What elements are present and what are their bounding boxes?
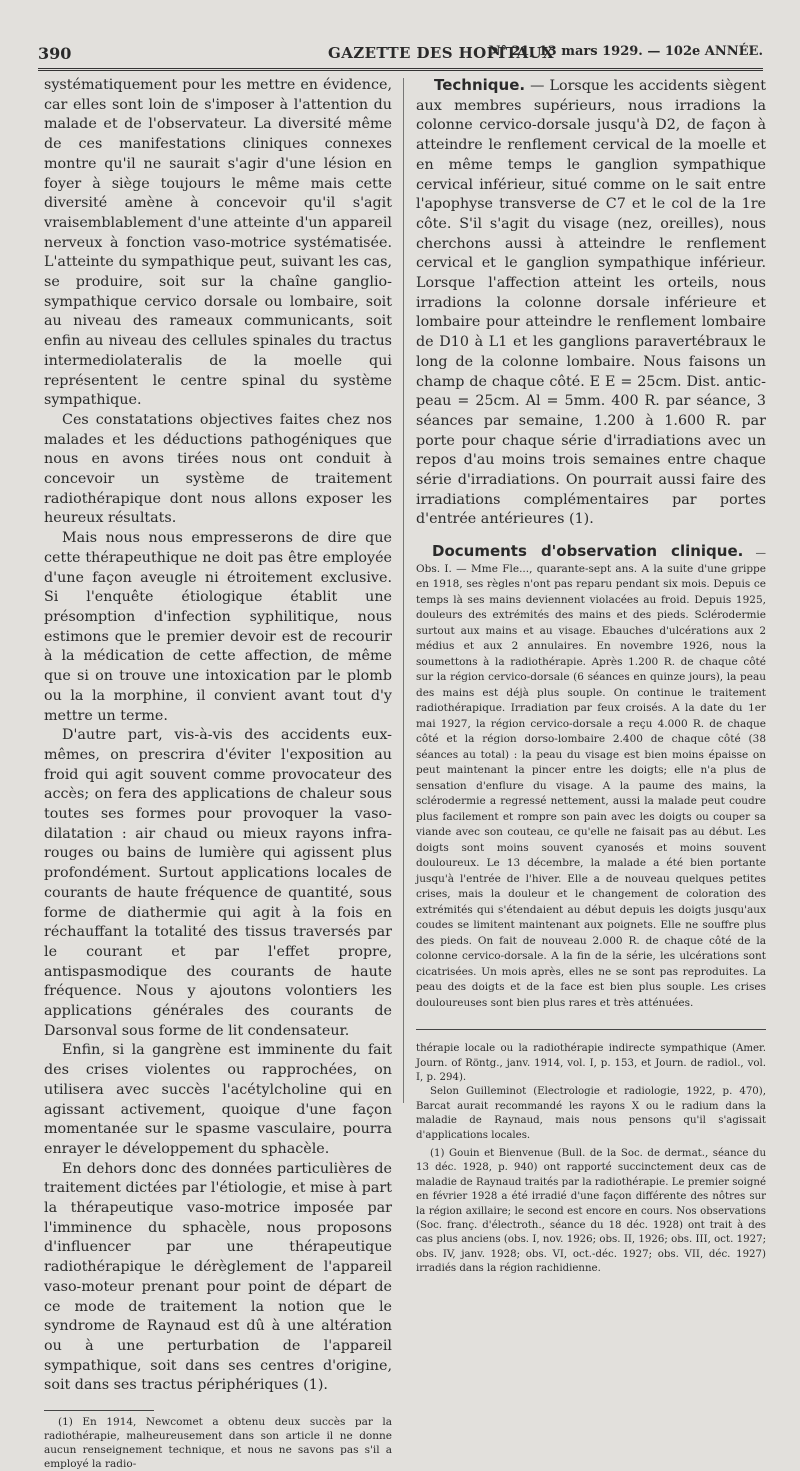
documents-text: — Obs. I. — Mme Fle..., quarante-sept ans. A la suite d'une grippe en 1918, ses règles n'ont pas reparu pendant six mois. Depuis ce temps là ses mains deviennent violacées au froid. Depuis 1925, douleurs des extrémités des mains et des pieds. Sclérodermie surtout aux mains et au visage. Ebauches d'ulcérations aux 2 médius et aux 2 annulaires. En novembre 1926, nous la soumettons à la radiothérapie. Après 1.200 R. de chaque côté sur la région cervico-dorsale (6 séances en quinze jours), la peau des mains est déjà plus souple. On continue le traitement radiothérapique. Irradiation par feux croisés. A la date du 1er mai 1927, la région cervico-dorsale a reçu 4.000 R. de chaque côté et la région dorso-lombaire 2.400 de chaque côté (38 séances au total) : la peau du visage est bien moins épaisse on peut maintenant la pincer entre les doigts; elle n'a plus de sensation d'enflure du visage. A la paume des mains, la sclérodermie a regressé nettement, aussi la malade peut coudre plus facilement et rompre son pain avec les doigts ou couper sa viande avec son couteau, ce qu'elle ne faisait pas au début. Les doigts sont moins souvent cyanosés et moins souvent douloureux. Le 13 décembre, la malade a été bien portante jusqu'à l'entrée de l'hiver. Elle a de nouveau quelques petites crises, mais la douleur et le changement de coloration des extrémités qui s'étendaient au début depuis les doigts jusqu'aux coudes se limitent maintenant aux poignets. Elle ne souffre plus des pieds. On fait de nouveau 2.000 R. de chaque côté de la colonne cervico-dorsale. A la fin de la série, les ulcérations sont cicatrisées. Un mois après, elles ne se sont pas reproduites. La peau des doigts et de la face est bien plus souple. Les crises douloureuses sont bien plus rares et très atténuées.	[416, 547, 766, 1009]
paragraph: D'autre part, vis-à-vis des accidents eux-mêmes, on prescrira d'éviter l'exposition au froid qui agit souvent comme provocateur des accès; on fera des applications de chaleur sous toutes ses formes pour provoquer la vaso-dilatation : air chaud ou mieux rayons infra-rouges ou bains de lumière qui agissent plus profondément. Surtout applications locales de courants de haute fréquence de quantité, sous forme de diathermie qui agit à la fois en réchauffant la totalité des tissus traversés par le courant et par l'effet propre, antispasmodique des courants de haute fréquence. Nous y ajoutons volontiers les applications générales des courants de Darsonval sous forme de lit condensateur.	[44, 727, 392, 1039]
footnote-rule	[416, 1029, 766, 1030]
right-column	[416, 76, 766, 1277]
paragraph: Ces constatations objectives faites chez nos malades et les déductions pathogéniques que nous en avons tirées nous ont conduit à concevoir un système de traitement radiothérapique dont nous allons exposer les heureux résultats.	[44, 411, 392, 527]
page-number: 390	[38, 44, 72, 63]
header-rule	[38, 68, 763, 71]
footnote-1: (1) Gouin et Bienvenue (Bull. de la Soc. de dermat., séance du 13 déc. 1928, p. 940) ont rapporté succinctement deux cas de maladie de Raynaud traités par la radiothérapie. Le premier soigné en février 1928 a été irradié d'une façon différente des nôtres sur la région axillaire; le second est encore en cours. Nos observations (Soc. franç. d'électroth., séance du 18 déc. 1928) ont trait à des cas plus anciens (obs. I, nov. 1926; obs. II, 1926; obs. III, oct. 1927; obs. IV, janv. 1928; obs. VI, oct.-déc. 1927; obs. VII, déc. 1927) irradiés dans la région rachidienne.	[416, 1148, 766, 1275]
paragraph: Enfin, si la gangrène est imminente du fait des crises violentes ou rapprochées, on utilisera avec succès l'acétylcholine qui en agissant activement, quoique d'une façon momentanée sur le spasme vasculaire, pourra enrayer le développement du sphacèle.	[44, 1042, 392, 1157]
page-header	[38, 40, 763, 62]
technique-title: Technique.	[434, 76, 526, 94]
footnote-selon: Selon Guilleminot (Electrologie et radiologie, 1922, p. 470), Barcat aurait recommandé les rayons X ou le radium dans la maladie de Raynaud, mais nous pensons qu'il s'agissait d'applications locales.	[416, 1086, 766, 1141]
footnote-rule	[44, 1410, 154, 1411]
paragraph: Mais nous nous empresserons de dire que cette thérapeuthique ne doit pas être employée d'une façon aveugle ni étroitement exclusive. Si l'enquête étiologique établit une présomption d'infection syphilitique, nous estimons que le premier devoir est de recourir à la médication de cette affection, de même que si on trouve une intoxication par le plomb ou la la morphine, il convient avant tout d'y mettre un terme.	[44, 530, 392, 724]
technique-section	[416, 76, 766, 530]
left-column	[44, 76, 392, 1471]
documents-section	[416, 544, 766, 1011]
documents-title: Documents d'observation clinique.	[432, 542, 744, 561]
technique-text: — Lorsque les accidents siègent aux membres supérieurs, nous irradions la colonne cervico-dorsale jusqu'à D2, de façon à atteindre le renflement cervical de la moelle et en même temps le ganglion sympathique cervical inférieur, situé comme on le sait entre l'apophyse transverse de C7 et le col de la 1re côte. S'il s'agit du visage (nez, oreilles), nous cherchons aussi à atteindre le renflement cervical et le ganglion sympathique inférieur. Lorsque l'affection atteint les orteils, nous irradions la colonne dorsale inférieure et lombaire pour atteindre le renflement lombaire de D10 à L1 et les ganglions paravertébraux le long de la colonne lombaire. Nous faisons un champ de chaque côté. E E = 25cm. Dist. antic-peau = 25cm. Al = 5mm. 400 R. par séance, 3 séances par semaine, 1.200 à 1.600 R. par porte pour chaque série d'irradiations avec un repos d'au moins trois semaines entre chaque série d'irradiations. On pourrait aussi faire des irradiations complémentaires par portes d'entrée antérieures (1).	[416, 78, 766, 528]
footnote: (1) En 1914, Newcomet a obtenu deux succès par la radiothérapie, malheureusement dans son article il ne donne aucun renseignement technique, et nous ne savons pas s'il a employé la radio-	[44, 1416, 392, 1471]
issue-info: N° 21, 13 mars 1929. — 102e ANNÉE.	[488, 44, 763, 59]
journal-title: GAZETTE DES HOPITAUX	[328, 44, 555, 62]
column-divider	[403, 78, 404, 1103]
footnote-continued: thérapie locale ou la radiothérapie indirecte sympathique (Amer. Journ. of Röntg., janv. 1914, vol. I, p. 153, et Journ. de radiol., vol. I, p. 294).	[416, 1043, 766, 1083]
paragraph: systématiquement pour les mettre en évidence, car elles sont loin de s'imposer à l'attention du malade et de l'observateur. La diversité même de ces manifestations cliniques connexes montre qu'il ne saurait s'agir d'une lésion en foyer à siège toujours le même mais cette diversité amène à concevoir qu'il s'agit vraisemblablement d'une atteinte d'un appareil nerveux à fonction vaso-motrice systématisée. L'atteinte du sympathique peut, suivant les cas, se produire, soit sur la chaîne ganglio-sympathique cervico dorsale ou lombaire, soit au niveau des rameaux communicants, soit enfin au niveau des cellules spinales du tractus intermediolateralis de la moelle qui représentent le centre spinal du système sympathique.	[44, 77, 392, 409]
paragraph: En dehors donc des données particulières de traitement dictées par l'étiologie, et mise à part la thérapeutique vaso-motrice imposée par l'imminence du sphacèle, nous proposons d'influencer par une thérapeutique radiothérapique le dérèglement de l'appareil vaso-moteur prenant pour point de départ de ce mode de traitement la notion que le syndrome de Raynaud est dû à une altération ou à une perturbation de l'appareil sympathique, soit dans ses centres d'origine, soit dans ses tractus périphériques (1).	[44, 1160, 392, 1394]
